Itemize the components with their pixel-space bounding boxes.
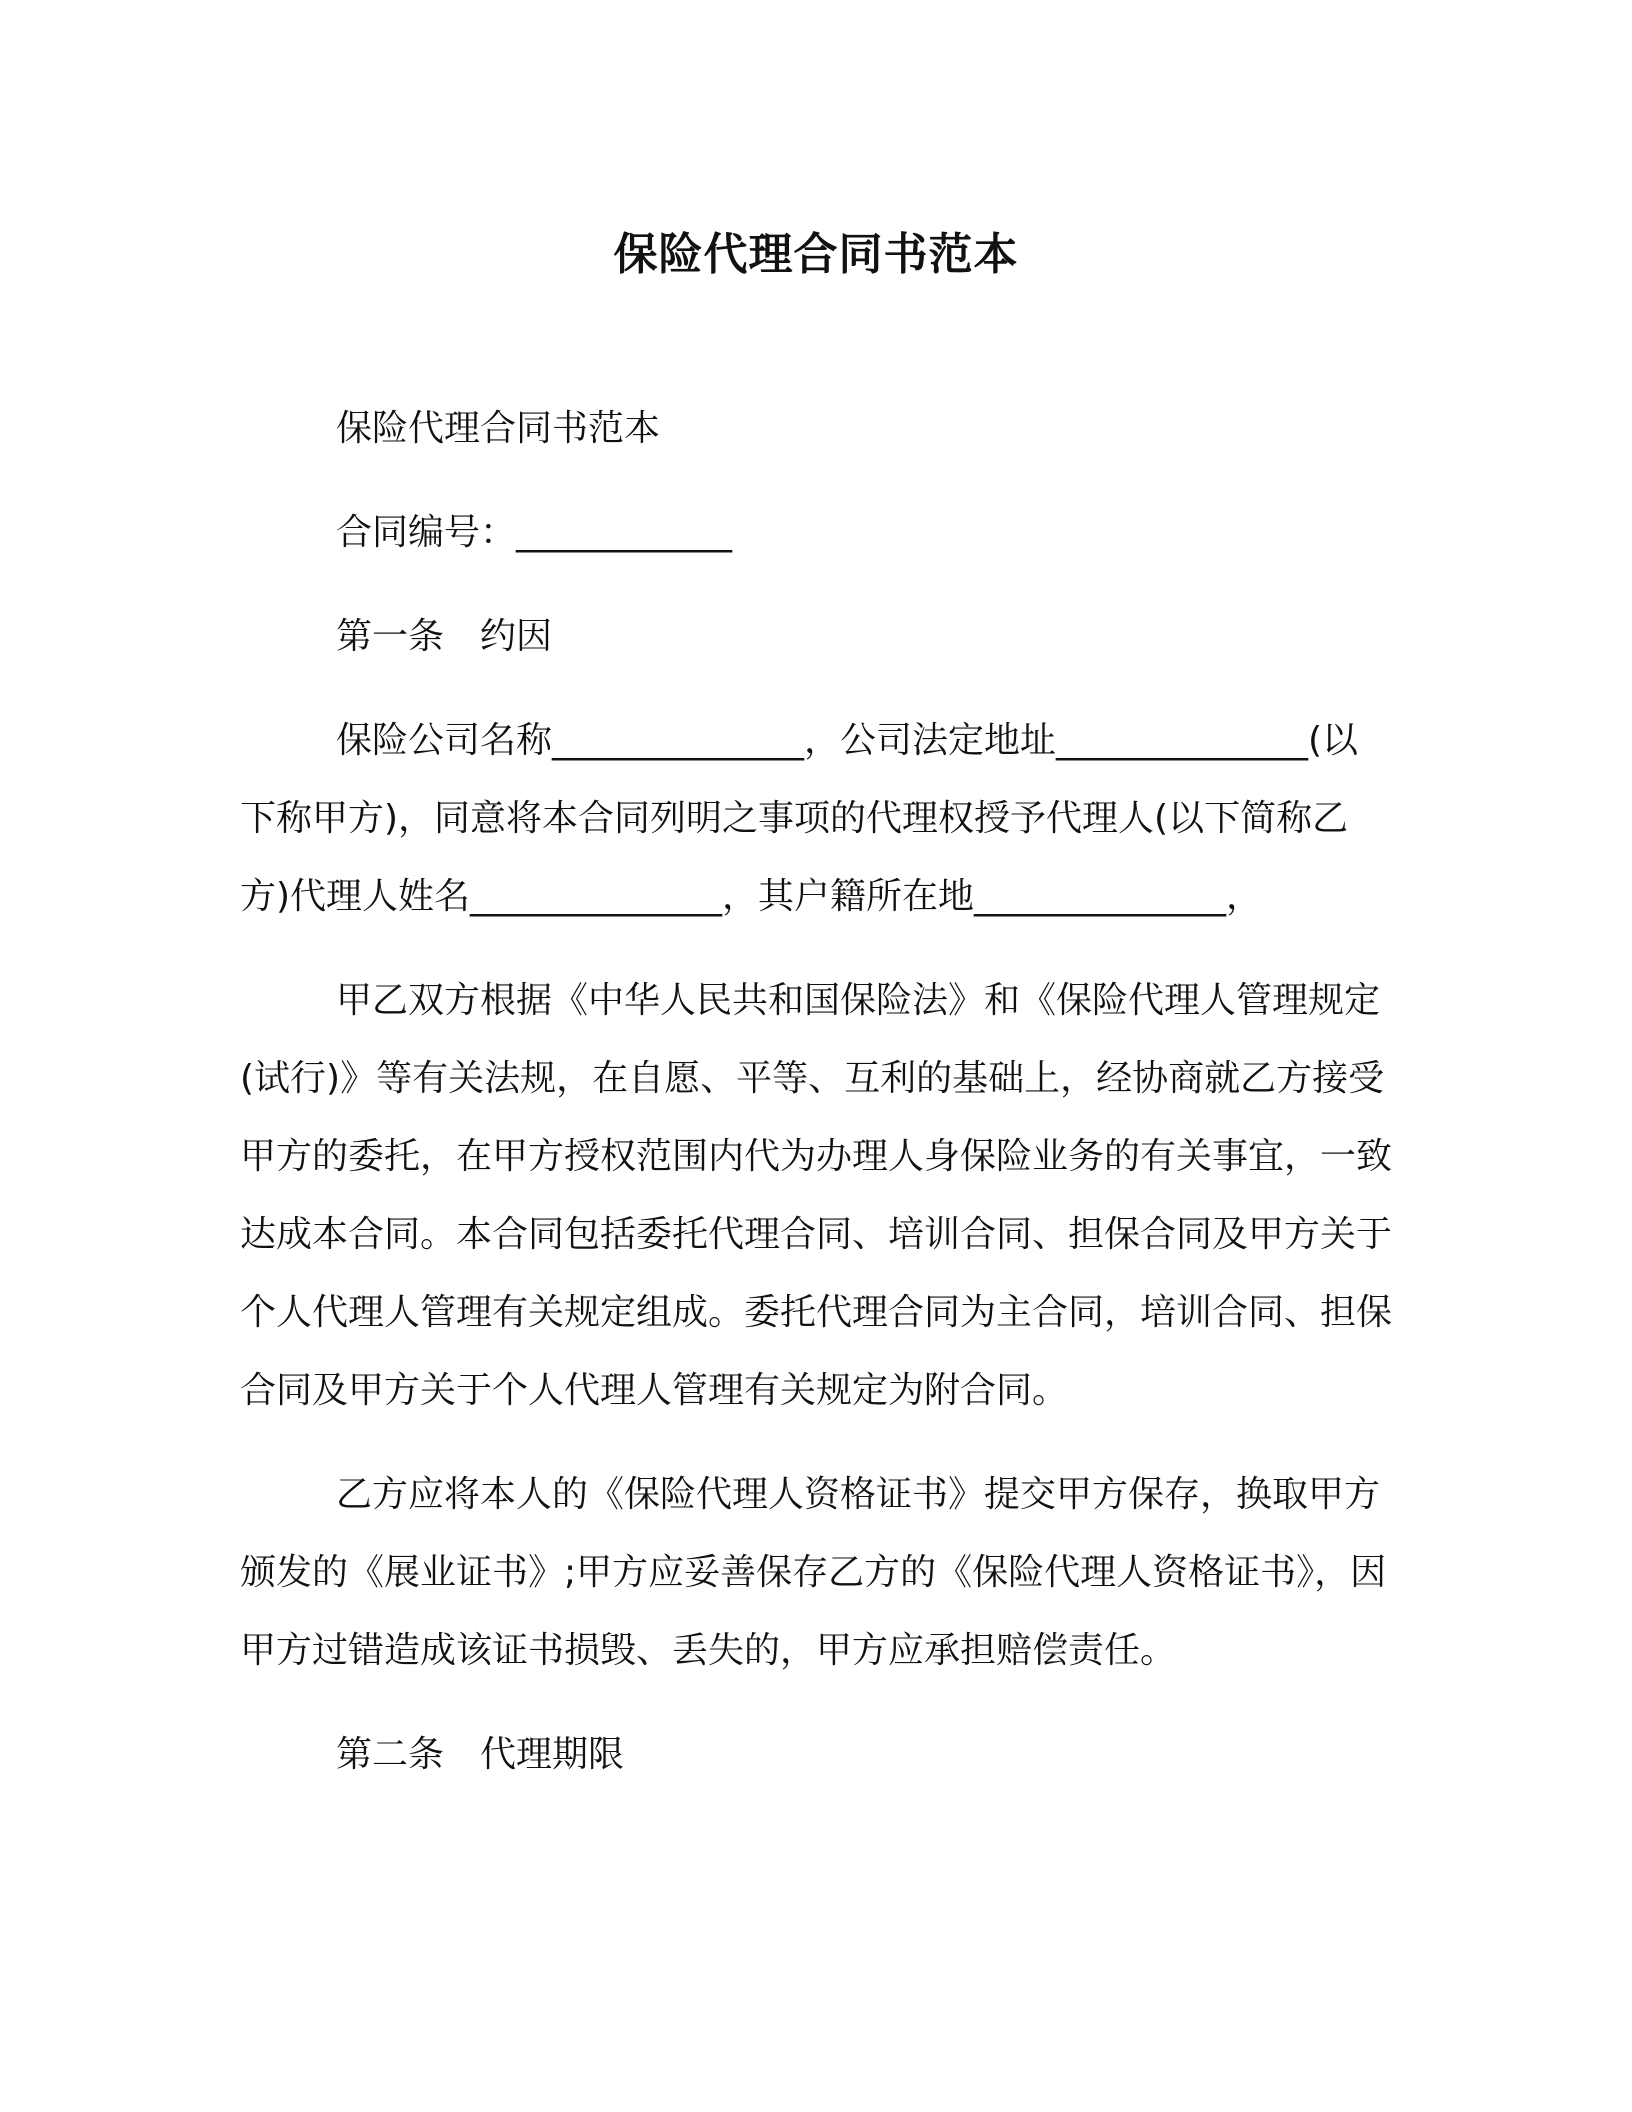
section-heading-article-1: 第一条 约因 <box>336 616 553 657</box>
paragraph-subtitle: 保险代理合同书范本 <box>336 408 661 449</box>
paragraph-legal-basis: 甲乙双方根据《中华人民共和国保险法》和《保险代理人管理规定(试行)》等有关法规，在自愿、平等、互利的基础上，经协商就乙方接受甲方的委托，在甲方授权范围内代为办理人身保险业务的有关事宜，一致达成本合同。本合同包括委托代理合同、培训合同、担保合同及甲方关于个人代理人管理有关规定组成。委托代理合同为主合同，培训合同、担保合同及甲方关于个人代理人管理有关规定为附合同。 <box>240 980 1393 1411</box>
paragraph-contract-number: 合同编号：____________ <box>336 512 733 553</box>
section-heading-article-2: 第二条 代理期限 <box>336 1734 625 1775</box>
document-body <box>240 390 1392 1820</box>
paragraph-parties: 保险公司名称______________，公司法定地址______________(以下称甲方)，同意将本合同列明之事项的代理权授予代理人(以下简称乙方)代理人姓名______________，其户籍所在地______________， <box>240 720 1359 917</box>
paragraph-certificate: 乙方应将本人的《保险代理人资格证书》提交甲方保存，换取甲方颁发的《展业证书》;甲方应妥善保存乙方的《保险代理人资格证书》，因甲方过错造成该证书损毁、丢失的，甲方应承担赔偿责任。 <box>240 1474 1387 1671</box>
document-title: 保险代理合同书范本 <box>613 229 1019 280</box>
